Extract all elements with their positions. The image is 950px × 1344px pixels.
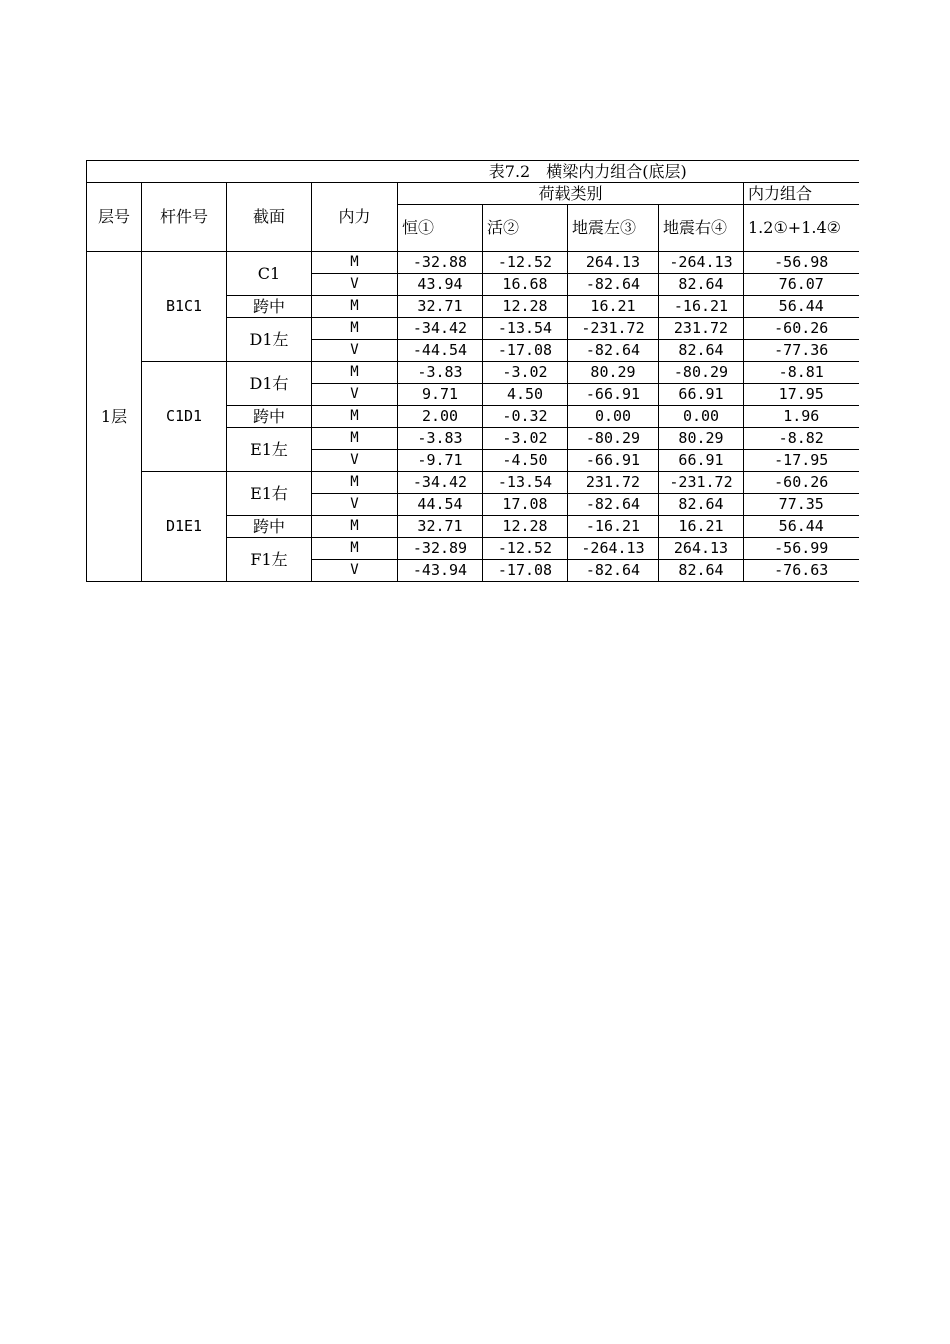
eq-right-cell: 231.72 — [659, 318, 744, 340]
eq-left-cell: -80.29 — [568, 428, 659, 450]
eq-left-cell: -264.13 — [568, 538, 659, 560]
force-cell: M — [312, 538, 398, 560]
dead-load-cell: -34.42 — [398, 472, 483, 494]
eq-left-cell: -231.72 — [568, 318, 659, 340]
section-cell: E1左 — [227, 428, 312, 472]
table-title: 表7.2 横梁内力组合(底层) — [87, 161, 859, 183]
force-cell: V — [312, 450, 398, 472]
live-load-cell: 16.68 — [483, 274, 568, 296]
eq-right-cell: 264.13 — [659, 538, 744, 560]
dead-load-cell: 2.00 — [398, 406, 483, 428]
force-cell: V — [312, 384, 398, 406]
section-cell: 跨中 — [227, 296, 312, 318]
header-eq-left: 地震左③ — [568, 205, 659, 252]
eq-right-cell: 82.64 — [659, 274, 744, 296]
force-cell: M — [312, 516, 398, 538]
force-cell: M — [312, 406, 398, 428]
section-cell: C1 — [227, 252, 312, 296]
force-cell: V — [312, 340, 398, 362]
section-cell: D1左 — [227, 318, 312, 362]
eq-left-cell: 80.29 — [568, 362, 659, 384]
force-cell: V — [312, 560, 398, 582]
table-row — [87, 472, 859, 494]
header-live: 活② — [483, 205, 568, 252]
dead-load-cell: 32.71 — [398, 296, 483, 318]
combo-cell: -60.26 — [744, 318, 859, 340]
section-cell: D1右 — [227, 362, 312, 406]
member-cell: B1C1 — [142, 252, 227, 362]
section-cell: 跨中 — [227, 406, 312, 428]
live-load-cell: 4.50 — [483, 384, 568, 406]
live-load-cell: -12.52 — [483, 252, 568, 274]
eq-left-cell: 0.00 — [568, 406, 659, 428]
combo-cell: 56.44 — [744, 516, 859, 538]
live-load-cell: -17.08 — [483, 340, 568, 362]
eq-left-cell: -82.64 — [568, 340, 659, 362]
force-cell: M — [312, 472, 398, 494]
section-cell: 跨中 — [227, 516, 312, 538]
eq-right-cell: -264.13 — [659, 252, 744, 274]
dead-load-cell: -43.94 — [398, 560, 483, 582]
force-cell: M — [312, 362, 398, 384]
force-cell: M — [312, 252, 398, 274]
header-load-types: 荷载类别 — [398, 183, 744, 205]
combo-cell: 17.95 — [744, 384, 859, 406]
eq-left-cell: 231.72 — [568, 472, 659, 494]
combo-cell: -60.26 — [744, 472, 859, 494]
combo-cell: 1.96 — [744, 406, 859, 428]
header-combo: 内力组合 — [744, 183, 859, 205]
eq-left-cell: -82.64 — [568, 494, 659, 516]
live-load-cell: -3.02 — [483, 362, 568, 384]
dead-load-cell: -34.42 — [398, 318, 483, 340]
header-section: 截面 — [227, 183, 312, 252]
combo-cell: -8.81 — [744, 362, 859, 384]
force-cell: M — [312, 318, 398, 340]
eq-left-cell: -82.64 — [568, 560, 659, 582]
eq-left-cell: -82.64 — [568, 274, 659, 296]
combo-cell: -17.95 — [744, 450, 859, 472]
live-load-cell: 12.28 — [483, 516, 568, 538]
combo-cell: -8.82 — [744, 428, 859, 450]
eq-right-cell: 66.91 — [659, 384, 744, 406]
dead-load-cell: -44.54 — [398, 340, 483, 362]
dead-load-cell: -3.83 — [398, 428, 483, 450]
live-load-cell: -3.02 — [483, 428, 568, 450]
dead-load-cell: -32.89 — [398, 538, 483, 560]
combo-cell: -56.99 — [744, 538, 859, 560]
header-member: 杆件号 — [142, 183, 227, 252]
live-load-cell: -4.50 — [483, 450, 568, 472]
dead-load-cell: -3.83 — [398, 362, 483, 384]
force-cell: V — [312, 274, 398, 296]
eq-right-cell: 66.91 — [659, 450, 744, 472]
table-row — [87, 362, 859, 384]
eq-left-cell: 16.21 — [568, 296, 659, 318]
eq-right-cell: -16.21 — [659, 296, 744, 318]
combo-cell: 77.35 — [744, 494, 859, 516]
combo-cell: 56.44 — [744, 296, 859, 318]
title-row — [87, 161, 859, 183]
combo-cell: -76.63 — [744, 560, 859, 582]
header-dead: 恒① — [398, 205, 483, 252]
eq-right-cell: -80.29 — [659, 362, 744, 384]
header-force: 内力 — [312, 183, 398, 252]
eq-left-cell: -16.21 — [568, 516, 659, 538]
live-load-cell: -0.32 — [483, 406, 568, 428]
eq-right-cell: 16.21 — [659, 516, 744, 538]
dead-load-cell: 43.94 — [398, 274, 483, 296]
beam-force-table — [86, 160, 859, 582]
header-floor: 层号 — [87, 183, 142, 252]
force-cell: M — [312, 428, 398, 450]
live-load-cell: 12.28 — [483, 296, 568, 318]
force-cell: M — [312, 296, 398, 318]
live-load-cell: 17.08 — [483, 494, 568, 516]
dead-load-cell: 44.54 — [398, 494, 483, 516]
header-eq-right: 地震右④ — [659, 205, 744, 252]
eq-left-cell: 264.13 — [568, 252, 659, 274]
combo-cell: 76.07 — [744, 274, 859, 296]
header-row-1 — [87, 183, 859, 205]
member-cell: D1E1 — [142, 472, 227, 582]
dead-load-cell: 9.71 — [398, 384, 483, 406]
live-load-cell: -13.54 — [483, 472, 568, 494]
dead-load-cell: -32.88 — [398, 252, 483, 274]
dead-load-cell: -9.71 — [398, 450, 483, 472]
combo-cell: -56.98 — [744, 252, 859, 274]
force-cell: V — [312, 494, 398, 516]
floor-cell: 1层 — [87, 252, 142, 582]
eq-right-cell: 80.29 — [659, 428, 744, 450]
eq-right-cell: 82.64 — [659, 494, 744, 516]
section-cell: E1右 — [227, 472, 312, 516]
eq-right-cell: 82.64 — [659, 340, 744, 362]
header-combo-expr: 1.2①+1.4② — [744, 205, 859, 252]
dead-load-cell: 32.71 — [398, 516, 483, 538]
eq-right-cell: 0.00 — [659, 406, 744, 428]
section-cell: F1左 — [227, 538, 312, 582]
eq-left-cell: -66.91 — [568, 384, 659, 406]
live-load-cell: -12.52 — [483, 538, 568, 560]
live-load-cell: -13.54 — [483, 318, 568, 340]
table-row — [87, 252, 859, 274]
eq-left-cell: -66.91 — [568, 450, 659, 472]
eq-right-cell: 82.64 — [659, 560, 744, 582]
member-cell: C1D1 — [142, 362, 227, 472]
combo-cell: -77.36 — [744, 340, 859, 362]
live-load-cell: -17.08 — [483, 560, 568, 582]
eq-right-cell: -231.72 — [659, 472, 744, 494]
